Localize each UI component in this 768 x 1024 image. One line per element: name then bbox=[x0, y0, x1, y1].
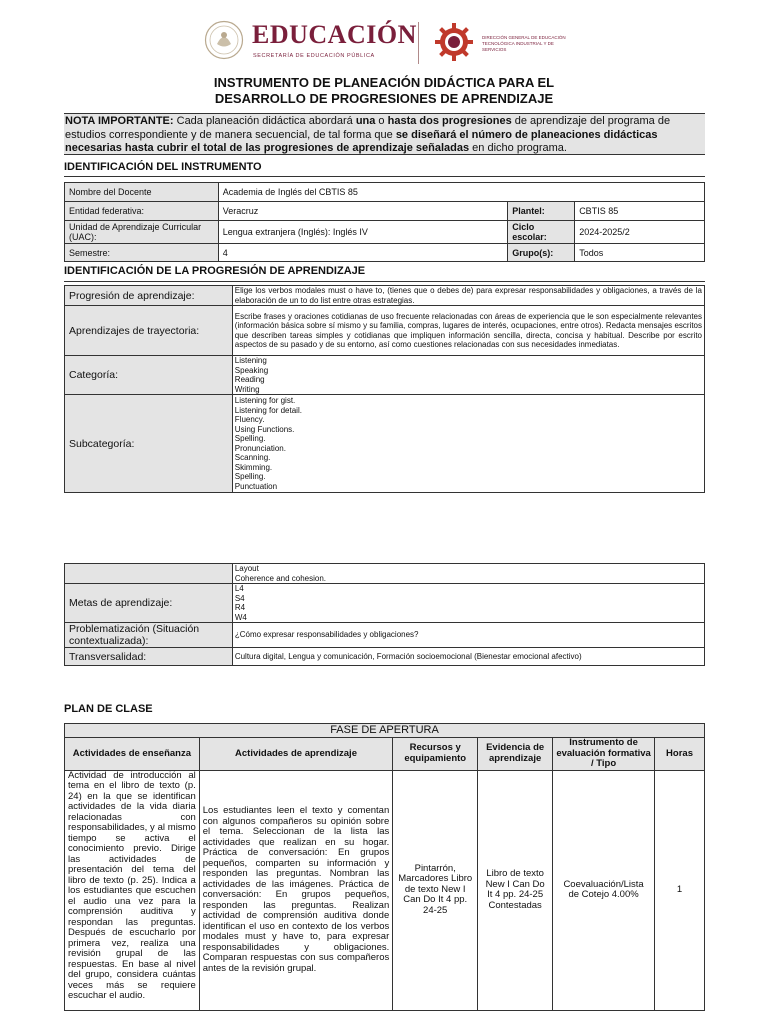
table-row bbox=[65, 770, 705, 1010]
note-text: Cada planeación didáctica abordará bbox=[173, 115, 356, 127]
problematizacion-label: Problematización (Situación contextualizada): bbox=[65, 623, 233, 648]
recursos: Pintarrón, Marcadores Libro de texto New I Can Do It 4 pp. 24-25 bbox=[393, 770, 478, 1010]
plan-title: PLAN DE CLASE bbox=[64, 703, 153, 715]
note-text: de aprendizaje del programa de estudios correspondiente y de manera secuencial, de tal forma que bbox=[65, 115, 671, 141]
dgeti-gear-logo-icon bbox=[434, 22, 474, 62]
subcategoria-cont-label bbox=[65, 564, 233, 584]
trayectoria-value: Escribe frases y oraciones cotidianas de uso frecuente relacionadas con áreas de experiencia que le son especialmente relevantes (información básica sobre sí mismo y su familia, compras, lugares de interés, ocupaciones, entre otros). Redacta mensajes escritos que describen tareas simples y cotidianas que impliquen información sencilla, directa, concisa y habitual. Describe por escrito aspectos de su pasado y de su entorno, así como cuestiones relacionadas con sus necesidades inmediatas. bbox=[232, 306, 704, 356]
list-item: Listening for detail. bbox=[234, 405, 302, 415]
header-divider bbox=[418, 22, 419, 64]
progression-table bbox=[64, 285, 705, 493]
categoria-label: Categoría: bbox=[65, 356, 233, 395]
list-item: L4 bbox=[234, 584, 244, 593]
column-header: Evidencia de aprendizaje bbox=[478, 738, 553, 771]
docente-label: Nombre del Docente bbox=[65, 183, 219, 202]
list-item: Skimming. bbox=[234, 462, 273, 472]
plan-table bbox=[64, 723, 705, 1011]
list-item: Pronunciation. bbox=[234, 443, 286, 453]
semestre-value: 4 bbox=[218, 244, 507, 262]
list-item: Punctuation bbox=[234, 481, 278, 491]
column-header: Instrumento de evaluación formativa / Tipo bbox=[553, 738, 655, 771]
list-item: Scanning. bbox=[234, 453, 271, 462]
column-header: Horas bbox=[655, 738, 705, 771]
entidad-value: Veracruz bbox=[218, 202, 507, 221]
column-header: Actividades de enseñanza bbox=[65, 738, 200, 771]
list-item: S4 bbox=[234, 593, 245, 603]
brand-title: EDUCACIÓN bbox=[252, 20, 417, 49]
actividades-aprendizaje: Los estudiantes leen el texto y comentan con algunos compañeros su opinión sobre el tema. Seleccionan de la lista las actividades que realizan en su hogar. Práctica de conversación: En grupos pequeños, comparten su información y responden las preguntas. Nombran las actividades de las imágenes. Práctica de conversación: En grupos pequeños, responden las preguntas. Realizan actividad de comprensión auditiva donde identifican el uso en contexto de los verbos modales must y have to, para expresar responsabilidades y obligaciones. Comparan respuestas con sus compañeros antes de la revisión grupal. bbox=[199, 770, 392, 1010]
column-header: Actividades de aprendizaje bbox=[199, 738, 392, 771]
list-item: Reading bbox=[234, 375, 265, 384]
mexico-seal-icon bbox=[204, 20, 244, 60]
list-item: W4 bbox=[234, 612, 247, 622]
section-title-identificacion: IDENTIFICACIÓN DEL INSTRUMENTO bbox=[64, 161, 262, 173]
docente-value: Academia de Inglés del CBTIS 85 bbox=[218, 183, 704, 202]
brand-subtitle: SECRETARÍA DE EDUCACIÓN PÚBLICA bbox=[253, 53, 375, 59]
semestre-label: Semestre: bbox=[65, 244, 219, 262]
horas: 1 bbox=[655, 770, 705, 1010]
ciclo-value: 2024-2025/2 bbox=[575, 221, 705, 244]
evidencia: Libro de texto New I Can Do It 4 pp. 24-25 Contestadas bbox=[478, 770, 553, 1010]
transversalidad-value: Cultura digital, Lengua y comunicación, Formación socioemocional (Bienestar emocional afectivo) bbox=[232, 648, 704, 666]
section-rule bbox=[64, 176, 705, 177]
entidad-label: Entidad federativa: bbox=[65, 202, 219, 221]
metas-list bbox=[232, 584, 704, 623]
fase-header: FASE DE APERTURA bbox=[65, 724, 705, 738]
instrument-table bbox=[64, 182, 705, 262]
progresion-value: Elige los verbos modales must o have to, (tienes que o debes de) para expresar responsabilidades y obligaciones, a través de la elaboración de un to do list entre otras estrategias. bbox=[232, 286, 704, 306]
important-note bbox=[64, 113, 705, 155]
transversalidad-label: Transversalidad: bbox=[65, 648, 233, 666]
actividades-ensenanza: Actividad de introducción al tema en el libro de texto (p. 24) en la que se identifican actividades de la vida diaria relacionadas con responsabilidades, y al mismo tiempo se activa el conocimiento previo. Dirige las actividades de presentación del tema del libro de texto (p. 25). Indica a los estudiantes que escuchen el audio una vez para la comprensión auditiva y respondan las preguntas. Después de escucharlo por primera vez, realiza una revisión grupal de las respuestas. En base al nivel del grupo, considera cuántas veces más se requiere escuchar el audio. bbox=[65, 770, 200, 1010]
trayectoria-label: Aprendizajes de trayectoria: bbox=[65, 306, 233, 356]
list-item: Spelling. bbox=[234, 434, 266, 443]
list-item: Listening bbox=[234, 356, 267, 365]
list-item: Fluency. bbox=[234, 415, 265, 424]
progression-table-continued bbox=[64, 563, 705, 666]
progresion-label: Progresión de aprendizaje: bbox=[65, 286, 233, 306]
dgeti-label: DIRECCIÓN GENERAL DE EDUCACIÓN TECNOLÓGICA INDUSTRIAL Y DE SERVICIOS bbox=[482, 35, 566, 52]
plantel-value: CBTIS 85 bbox=[575, 202, 705, 221]
note-bold: hasta dos progresiones bbox=[387, 115, 512, 127]
list-item: Writing bbox=[234, 384, 260, 394]
plantel-label: Plantel: bbox=[508, 202, 575, 221]
note-text: en dicho programa. bbox=[469, 142, 567, 154]
list-item: Layout bbox=[234, 564, 259, 573]
document-title bbox=[0, 75, 768, 107]
section-title-progresion: IDENTIFICACIÓN DE LA PROGRESIÓN DE APRENDIZAJE bbox=[64, 265, 366, 277]
uac-label: Unidad de Aprendizaje Curricular (UAC): bbox=[65, 221, 219, 244]
instrumento: Coevaluación/Lista de Cotejo 4.00% bbox=[553, 770, 655, 1010]
ciclo-label: Ciclo escolar: bbox=[508, 221, 575, 244]
title-line-1: INSTRUMENTO DE PLANEACIÓN DIDÁCTICA PARA EL bbox=[213, 75, 555, 90]
uac-value: Lengua extranjera (Inglés): Inglés IV bbox=[218, 221, 507, 244]
subcategoria-cont-list bbox=[232, 564, 704, 584]
column-header: Recursos y equipamiento bbox=[393, 738, 478, 771]
grupos-label: Grupo(s): bbox=[508, 244, 575, 262]
note-text: o bbox=[375, 115, 388, 127]
note-bold: se diseñará el número de planeaciones didácticas necesarias hasta cubrir el total de las progresiones de aprendizaje señaladas bbox=[65, 128, 658, 154]
metas-label: Metas de aprendizaje: bbox=[65, 584, 233, 623]
list-item: Spelling. bbox=[234, 472, 266, 481]
list-item: Coherence and cohesion. bbox=[234, 573, 327, 583]
page-header bbox=[0, 12, 768, 70]
list-item: Listening for gist. bbox=[234, 396, 296, 405]
list-item: R4 bbox=[234, 603, 246, 612]
section-rule bbox=[64, 281, 705, 282]
list-item: Speaking bbox=[234, 365, 269, 375]
note-bold: una bbox=[355, 115, 376, 127]
title-line-2: DESARROLLO DE PROGRESIONES DE APRENDIZAJE bbox=[214, 91, 554, 106]
subcategoria-label: Subcategoría: bbox=[65, 395, 233, 493]
note-label: NOTA IMPORTANTE: bbox=[65, 115, 174, 127]
list-item: Using Functions. bbox=[234, 424, 295, 434]
grupos-value: Todos bbox=[575, 244, 705, 262]
problematizacion-value: ¿Cómo expresar responsabilidades y obligaciones? bbox=[232, 623, 704, 648]
categoria-list bbox=[232, 356, 704, 395]
subcategoria-list bbox=[232, 395, 704, 493]
